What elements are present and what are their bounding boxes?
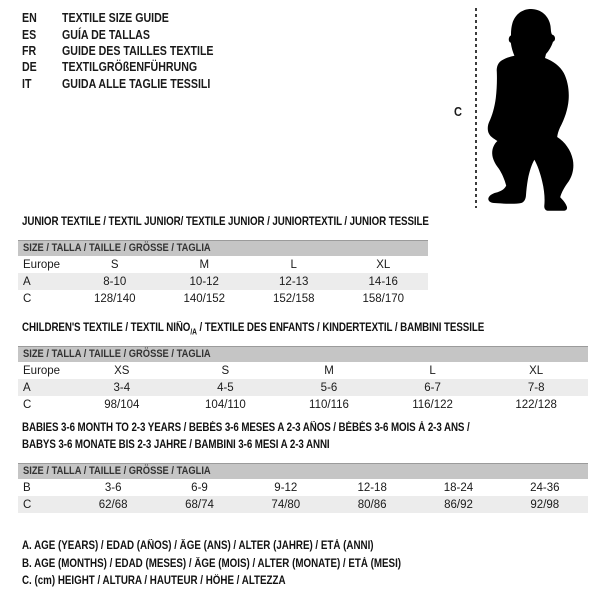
size-cell: 68/74 [185, 498, 214, 511]
language-code [22, 44, 62, 58]
section-title-line [22, 214, 588, 231]
language-code-text: EN [22, 11, 37, 26]
size-cell: S [110, 258, 119, 271]
size-cell: 104/110 [205, 398, 246, 411]
table-size-header-text: SIZE / TALLA / TAILLE / GRÖSSE / TAGLIA [23, 465, 211, 477]
section-junior-textile [22, 214, 588, 307]
footnotes [22, 538, 468, 591]
size-table [18, 463, 588, 513]
height-figure [440, 0, 600, 216]
section-title [22, 420, 588, 454]
size-cell: XL [376, 258, 391, 271]
size-cell: 74/80 [271, 498, 301, 511]
section-title-segment: CHILDREN'S TEXTILE / TEXTIL NIÑO [22, 322, 191, 334]
section-title-text [22, 320, 484, 340]
height-measure-label-text: C [454, 104, 462, 119]
size-cell: 152/158 [272, 292, 315, 305]
size-table [18, 240, 428, 307]
section-title-text [22, 437, 330, 454]
size-cell: 18-24 [443, 481, 474, 494]
language-code [22, 11, 62, 25]
language-code-text: IT [22, 76, 32, 91]
table-row [18, 379, 588, 396]
section-title-text [22, 214, 429, 231]
footnote-text: B. AGE (MONTHS) / EDAD (MESES) / ÂGE (MOIS) / ALTER (MONATE) / ETÀ (MESI) [22, 557, 402, 570]
size-cell: XL [529, 364, 544, 377]
table-size-header [18, 463, 588, 479]
height-measure-dotted-line [475, 8, 477, 208]
language-title [62, 11, 188, 25]
size-cell: 3-6 [104, 481, 122, 494]
size-cell: 62/68 [98, 498, 128, 511]
size-cell: 128/140 [93, 292, 136, 305]
table-size-header [18, 240, 428, 256]
size-cell: L [429, 364, 436, 377]
toddler-silhouette-icon [486, 8, 578, 212]
section-childrens-textile [22, 320, 588, 413]
language-title [62, 28, 165, 42]
table-row [18, 362, 588, 379]
language-title-text: TEXTILGRÖßENFÜHRUNG [62, 60, 198, 75]
size-cell: 122/128 [515, 398, 557, 411]
size-cell: M [199, 258, 210, 271]
size-table [18, 346, 588, 413]
language-title [62, 77, 237, 91]
table-row [18, 496, 588, 513]
footnote-line [22, 573, 468, 591]
table-rows [18, 362, 588, 413]
size-cell: 3-4 [113, 381, 131, 394]
size-cell: 110/116 [309, 398, 349, 411]
section-title [22, 214, 588, 231]
section-title-line [22, 420, 588, 437]
section-title-segment: BABYS 3-6 MONATE BIS 2-3 JAHRE / BAMBINI 3-6 MESI A 2-3 ANNI [22, 439, 330, 451]
size-cell: 6-9 [191, 481, 208, 494]
size-cell: 12-13 [279, 275, 309, 288]
size-cell: 8-10 [103, 275, 127, 288]
size-cell: XS [114, 364, 130, 377]
size-cell: 9-12 [274, 481, 298, 494]
language-title [62, 60, 221, 74]
size-cell: 92/98 [530, 498, 560, 511]
language-row [22, 10, 240, 26]
language-row [22, 59, 240, 75]
footnote-line [22, 538, 468, 556]
section-title-segment: / TEXTILE DES ENFANTS / KINDERTEXTIL / BAMBINI TESSILE [196, 322, 485, 334]
size-cell: 86/92 [444, 498, 473, 511]
section-title-segment: JUNIOR TEXTILE / TEXTIL JUNIOR/ TEXTILE JUNIOR / JUNIORTEXTIL / JUNIOR TESSILE [22, 216, 429, 228]
footnote-line [22, 556, 468, 574]
language-list [22, 10, 240, 92]
table-row [18, 290, 428, 307]
language-row [22, 26, 240, 42]
language-code [22, 28, 62, 42]
row-label: Europe [23, 364, 61, 377]
size-cell: M [324, 364, 334, 377]
language-row [22, 43, 240, 59]
size-cell: 5-6 [320, 381, 338, 394]
table-size-header-text: SIZE / TALLA / TAILLE / GRÖSSE / TAGLIA [23, 242, 211, 254]
section-title [22, 320, 588, 337]
size-cell: 6-7 [424, 381, 441, 394]
row-label: Europe [23, 258, 61, 271]
language-title-text: GUÍA DE TALLAS [62, 27, 150, 42]
language-code-text: FR [22, 43, 37, 58]
table-row [18, 256, 428, 273]
size-cell: 10-12 [189, 275, 219, 288]
language-title-text: GUIDA ALLE TAGLIE TESSILI [62, 76, 211, 91]
language-code-text: DE [22, 60, 37, 75]
section-title-text [22, 420, 470, 437]
row-label: C [23, 398, 32, 411]
size-cell: L [290, 258, 297, 271]
size-cell: 158/170 [362, 292, 405, 305]
table-size-header-text: SIZE / TALLA / TAILLE / GRÖSSE / TAGLIA [23, 348, 211, 360]
language-title-text: GUIDE DES TAILLES TEXTILE [62, 43, 214, 58]
language-code-text: ES [22, 27, 37, 42]
table-size-header [18, 346, 588, 362]
size-cell: 98/104 [104, 398, 140, 411]
language-code [22, 77, 62, 91]
size-cell: 7-8 [527, 381, 545, 394]
table-row [18, 396, 588, 413]
section-babies-textile [22, 420, 588, 513]
table-row [18, 479, 588, 496]
section-title-line [22, 437, 588, 454]
height-measure-label [454, 104, 463, 119]
language-title-text: TEXTILE SIZE GUIDE [62, 11, 169, 26]
footnote-text: C. (cm) HEIGHT / ALTURA / HAUTEUR / HÖHE / ALTEZZA [22, 575, 286, 587]
size-cell: 4-5 [217, 381, 234, 394]
language-code [22, 60, 62, 74]
language-row [22, 76, 240, 92]
table-row [18, 273, 428, 290]
size-cell: 14-16 [368, 275, 398, 288]
table-rows [18, 256, 428, 307]
footnote-text: A. AGE (YEARS) / EDAD (AÑOS) / ÂGE (ANS) / ALTER (JAHRE) / ETÀ (ANNI) [22, 540, 374, 552]
size-cell: 80/86 [357, 498, 387, 511]
row-label: C [23, 498, 32, 511]
section-title-subscript: /A [190, 327, 197, 337]
size-cell: 140/152 [183, 292, 226, 305]
row-label: A [23, 381, 31, 394]
size-cell: 116/122 [412, 398, 453, 411]
section-title-segment: BABIES 3-6 MONTH TO 2-3 YEARS / BEBÉS 3-6 MESES A 2-3 AÑOS / BÉBÉS 3-6 MOIS À 2-3 ANS / [22, 422, 470, 434]
language-title [62, 44, 240, 58]
row-label: C [23, 292, 32, 305]
table-rows [18, 479, 588, 513]
section-title-line [22, 320, 588, 337]
size-cell: 24-36 [530, 481, 560, 494]
size-cell: 12-18 [357, 481, 387, 494]
row-label: A [23, 275, 31, 288]
row-label: B [23, 481, 31, 494]
size-cell: S [221, 364, 230, 377]
